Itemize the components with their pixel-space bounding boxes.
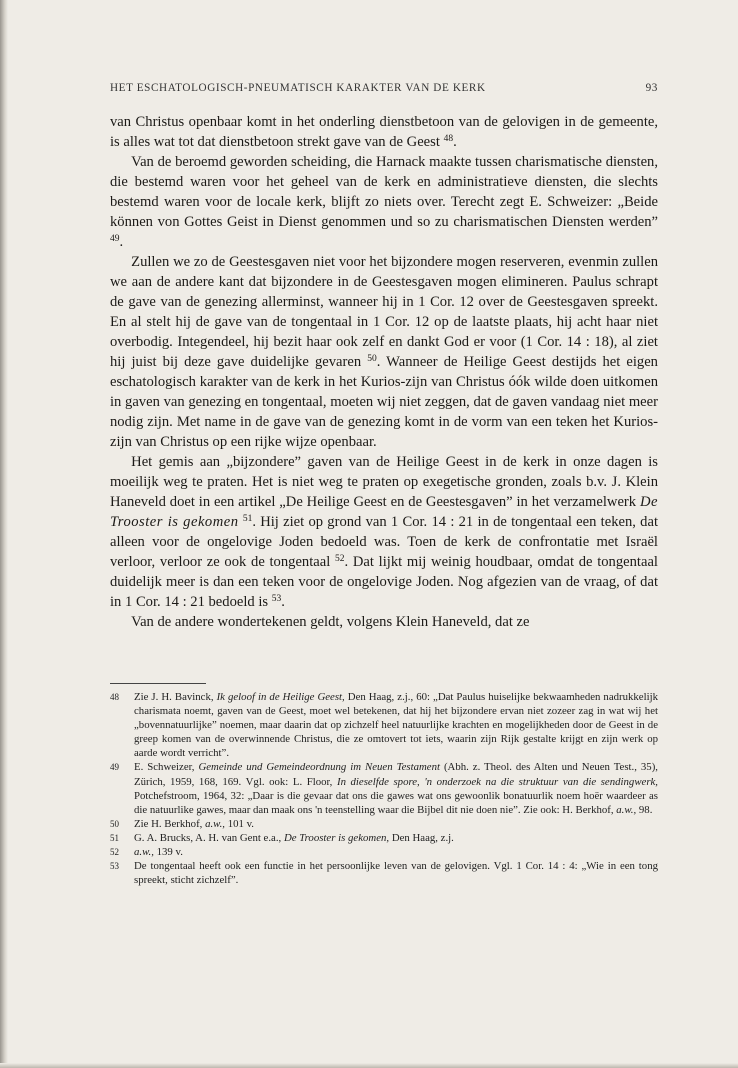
footnote-number: 53 xyxy=(110,861,119,872)
footnote-number: 51 xyxy=(110,832,119,843)
footnote-ref-51[interactable]: 51 xyxy=(242,514,253,524)
footnote-49: 49 E. Schweizer, Gemeinde und Gemeindeordnung im Neuen Testament (Abh. z. Theol. des Alten und Neuen Test., 35), Zürich, 1959, 168, 169. Vgl. ook: L. Floor, In dieselfde spore, 'n onderzoek na die struktuur van die sendingwerk, Potchefstroom, 1964, 32: „Daar is die gevaar dat ons die gawes wat ons gewoonlik bonatuurlik noem hoër waardeer as die natuurlike gawes, maar dan maak ons 'n teenstelling waar die Bijbel dit nie doen nie”. Zie ook: H. Berkhof, a.w., 98. xyxy=(110,761,659,816)
paragraph-3: Zullen we zo de Geestesgaven niet voor het bijzondere mogen reserveren, evenmin zullen we aan de andere kant dat bijzondere in de Geestesgaven mogen elimineren. Paulus schrapt de gave van de genezing allerminst, wanneer hij in 1 Cor. 12 over de Geestesgaven spreekt. En al stelt hij de gave van de tongentaal in 1 Cor. 12 op de laatste plaats, hij acht haar niet overbodig. Integendeel, hij bezit haar ook zelf en dankt God er voor (1 Cor. 14 : 18), al ziet hij juist bij deze gave duidelijke gevaren $^{50}$. Wanneer de Heilige Geest destijds het eigen eschatologisch karakter van de kerk in het Kurios-zijn van Christus óók wilde doen uitkomen in gaven van genezing en tongentaal, moeten wij niet zeggen, dat de gaven vandaag niet meer nodig zijn. Met name in de gave van de genezing komt in de vorm van een teken het Kurios-zijn van Christus op een rijke wijze openbaar. xyxy=(110,254,658,450)
footnote-50: 50 Zie H. Berkhof, a.w., 101 v. xyxy=(110,817,254,830)
footnote-ref-49[interactable]: 49 xyxy=(110,234,120,244)
page-edge-shadow xyxy=(0,0,8,1068)
paragraph-1: van Christus openbaar komt in het onderling dienstbetoon van de gelovigen in de gemeente, is alles wat tot dat dienstbetoon strekt gave van de Geest $^{48}$. xyxy=(110,114,658,150)
book-title: De Trooster is gekomen xyxy=(110,494,659,530)
footnote-51: 51 G. A. Brucks, A. H. van Gent e.a., De Trooster is gekomen, Den Haag, z.j. xyxy=(110,831,454,844)
footnote-ref-52[interactable]: 52 xyxy=(335,554,345,564)
running-header xyxy=(110,82,658,98)
page-bottom-edge xyxy=(0,1063,738,1068)
page-number: 93 xyxy=(645,82,658,94)
footnote-number: 52 xyxy=(110,847,119,858)
paragraph-4: Het gemis aan „bijzondere” gaven van de Heilige Geest in de kerk in onze dagen is moeilijk weg te praten. Het is niet weg te praten op exegetische gronden, zoals b.v. J. Klein Haneveld doet in een artikel „De Heilige Geest en de Geestesgaven” in het verzamelwerk De Trooster is gekomen $^{51}$. Hij ziet op grond van 1 Cor. 14 : 21 in de tongentaal een teken, dat alleen voor de ongelovige Joden bedoeld was. Toen de kerk de confrontatie met Israël verloor, verloor ze ook de tongentaal $^{52}$. Dat lijkt mij weinig houdbaar, omdat de tongentaal duidelijk meer is dan een teken voor de ongelovige Joden. Nog afgezien van de vraag, of dat in 1 Cor. 14 : 21 bedoeld is $^{53}$. xyxy=(110,454,659,610)
footnote-number: 48 xyxy=(110,692,119,702)
footnote-ref-48[interactable]: 48 xyxy=(443,134,454,144)
paragraph-2: Van de beroemd geworden scheiding, die Harnack maakte tussen charismatische diensten, die bestemd waren voor het geheel van de kerk en administratieve diensten, die slechts bestemd waren voor de locale kerk, blijft zo niets over. Terecht zegt E. Schweizer: „Beide können von Gottes Geist in Dienst genommen und so zu charismatischen Diensten werden” $^{49}$. xyxy=(110,154,658,250)
running-title: HET ESCHATOLOGISCH-PNEUMATISCH KARAKTER VAN DE KERK xyxy=(110,82,486,94)
footnote-divider xyxy=(110,683,206,684)
body-text xyxy=(110,112,658,632)
footnote-number: 50 xyxy=(110,818,119,829)
footnote-53: 53 De tongentaal heeft ook een functie in het persoonlijke leven van de gelovigen. Vgl. 1 Cor. 14 : 4: „Wie in een tong spreekt, sticht zichzelf”. xyxy=(110,860,658,887)
footnote-52: 52 a.w., 139 v. xyxy=(110,846,183,859)
footnote-number: 49 xyxy=(110,762,119,773)
footnote-48: 48 Zie J. H. Bavinck, Ik geloof in de Heilige Geest, Den Haag, z.j., 60: „Dat Paulus huiselijke bekwaamheden nadrukkelijk charismata noemt, gaven van de Geest, moet wel betekenen, dat hij het bijzondere ervan niet zozeer zag in wat wij het „bovennatuurlijke” noemen, maar daarin dat op zichzelf heel natuurlijke krachten en mogelijkheden door de Geest in de greep komen van de overwinnende Christus, die ze omtovert tot iets, waarin zijn Rijk gestalte krijgt en zijn werk op aarde wordt verricht”. xyxy=(110,691,658,760)
footnote-ref-50[interactable]: 50 xyxy=(367,354,377,364)
paragraph-5: Van de andere wondertekenen geldt, volgens Klein Haneveld, dat ze xyxy=(131,614,530,630)
footnotes xyxy=(110,690,658,887)
footnote-ref-53[interactable]: 53 xyxy=(271,594,282,604)
